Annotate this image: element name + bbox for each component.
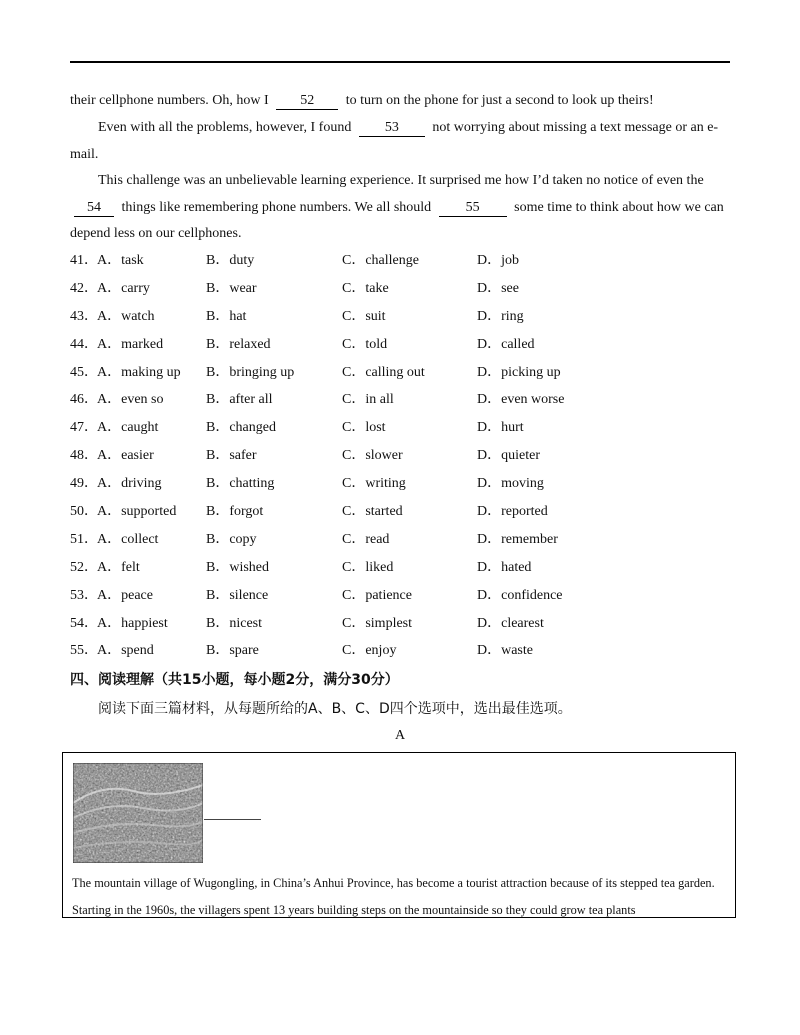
question-row-55 — [70, 637, 730, 665]
option-b: B．bringing up — [206, 364, 295, 380]
option-d: D．see — [477, 280, 519, 296]
question-number: 46． — [70, 392, 98, 408]
question-number: 45． — [70, 364, 98, 380]
option-b: B．chatting — [206, 476, 275, 492]
question-row-43 — [70, 303, 730, 331]
option-a: A．watch — [97, 308, 155, 324]
question-number: 51． — [70, 531, 98, 547]
option-d: D．picking up — [477, 364, 561, 380]
tea-garden-photo — [73, 763, 203, 863]
passage-a-box — [62, 752, 736, 918]
question-number: 49． — [70, 476, 98, 492]
question-number: 55． — [70, 643, 98, 659]
photo-caption-line — [204, 819, 261, 820]
option-d: D．job — [477, 253, 519, 268]
option-a: A．making up — [97, 364, 181, 380]
option-b: B．duty — [206, 253, 255, 268]
question-row-51 — [70, 526, 730, 554]
p1-text-after: to turn on the phone for just a second to look up theirs! — [345, 93, 654, 108]
option-a: A．spend — [97, 643, 154, 659]
question-number: 41． — [70, 253, 98, 268]
option-c: C．told — [342, 336, 388, 352]
question-row-48 — [70, 442, 730, 470]
option-d: D．clearest — [477, 615, 544, 631]
option-c: C．liked — [342, 559, 394, 575]
question-row-52 — [70, 554, 730, 582]
option-a: A．driving — [97, 476, 162, 492]
option-c: C．simplest — [342, 615, 413, 631]
option-d: D．even worse — [477, 392, 565, 408]
passage-letter: A — [394, 728, 406, 743]
option-b: B．forgot — [206, 504, 264, 520]
option-b: B．spare — [206, 643, 259, 659]
option-c: C．calling out — [342, 364, 425, 380]
question-number: 42． — [70, 280, 98, 296]
option-d: D．quieter — [477, 448, 540, 464]
option-a: A．task — [97, 253, 144, 268]
option-b: B．silence — [206, 587, 269, 603]
option-b: B．hat — [206, 308, 247, 324]
option-d: D．remember — [477, 531, 558, 547]
passage-paragraph-2 — [70, 115, 732, 168]
passage-paragraph-1 — [70, 88, 732, 115]
option-b: B．copy — [206, 531, 257, 547]
question-row-47 — [70, 414, 730, 442]
question-options-list — [70, 247, 730, 665]
option-c: C．writing — [342, 476, 406, 492]
question-row-46 — [70, 386, 730, 414]
p2-text-after: not worrying about missing a text message or an e-mail. — [70, 120, 719, 162]
p3-text-middle: things like remembering phone numbers. We all should — [121, 199, 432, 215]
option-c: C．started — [342, 504, 403, 520]
option-d: D．ring — [477, 308, 524, 324]
option-b: B．relaxed — [206, 336, 271, 352]
question-number: 43． — [70, 308, 98, 324]
option-c: C．slower — [342, 448, 403, 464]
option-a: A．peace — [97, 587, 153, 603]
question-number: 47． — [70, 420, 98, 436]
option-d: D．waste — [477, 643, 533, 659]
option-a: A．felt — [97, 559, 140, 575]
question-row-45 — [70, 359, 730, 387]
passage-paragraph-3 — [70, 168, 732, 248]
option-b: B．wear — [206, 280, 257, 296]
question-row-54 — [70, 610, 730, 638]
blank-52: 52 — [276, 93, 338, 110]
option-c: C．challenge — [342, 253, 419, 268]
option-d: D．called — [477, 336, 535, 352]
option-a: A．caught — [97, 420, 159, 436]
passage-a-text: The mountain village of Wugongling, in China’s Anhui Province, has become a tourist attraction because of its stepped tea garden. Starting in the 1960s, the villagers spent 13 years building steps on the mountainside so they could grow tea plants — [72, 876, 715, 917]
section-instruction: 阅读下面三篇材料，从每题所给的A、B、C、D四个选项中，选出最佳选项。 — [98, 701, 572, 717]
question-row-50 — [70, 498, 730, 526]
option-a: A．happiest — [97, 615, 168, 631]
option-a: A．collect — [97, 531, 159, 547]
top-rule — [70, 61, 730, 63]
option-a: A．easier — [97, 448, 154, 464]
blank-55: 55 — [439, 200, 507, 217]
option-b: B．safer — [206, 448, 257, 464]
section-title: 四、阅读理解（共15小题，每小题2分，满分30分） — [70, 672, 399, 688]
question-number: 44． — [70, 336, 98, 352]
option-b: B．wished — [206, 559, 269, 575]
question-row-53 — [70, 582, 730, 610]
p3-text-after: some time to think about how we can depend less on our cellphones. — [70, 199, 724, 241]
blank-54: 54 — [74, 200, 114, 217]
option-c: C．in all — [342, 392, 394, 408]
blank-53: 53 — [359, 120, 425, 137]
question-number: 53． — [70, 587, 98, 603]
option-d: D．hurt — [477, 420, 524, 436]
option-d: D．confidence — [477, 587, 563, 603]
p1-text-before: their cellphone numbers. Oh, how I — [70, 93, 269, 108]
question-row-44 — [70, 331, 730, 359]
option-c: C．patience — [342, 587, 412, 603]
question-number: 52． — [70, 559, 98, 575]
option-d: D．moving — [477, 476, 544, 492]
option-b: B．after all — [206, 392, 273, 408]
p3-text-before: This challenge was an unbelievable learning experience. It surprised me how I’d taken no notice of even the — [98, 173, 704, 188]
option-b: B．nicest — [206, 615, 262, 631]
question-row-41 — [70, 247, 730, 275]
option-d: D．reported — [477, 504, 548, 520]
p2-text-before: Even with all the problems, however, I found — [98, 120, 352, 135]
option-c: C．lost — [342, 420, 386, 436]
option-c: C．enjoy — [342, 643, 397, 659]
option-a: A．supported — [97, 504, 177, 520]
option-b: B．changed — [206, 420, 276, 436]
option-c: C．read — [342, 531, 390, 547]
question-number: 50． — [70, 504, 98, 520]
option-c: C．suit — [342, 308, 386, 324]
option-a: A．even so — [97, 392, 164, 408]
option-a: A．marked — [97, 336, 164, 352]
option-c: C．take — [342, 280, 389, 296]
option-a: A．carry — [97, 280, 150, 296]
question-row-42 — [70, 275, 730, 303]
question-number: 54． — [70, 615, 98, 631]
question-row-49 — [70, 470, 730, 498]
question-number: 48． — [70, 448, 98, 464]
option-d: D．hated — [477, 559, 532, 575]
